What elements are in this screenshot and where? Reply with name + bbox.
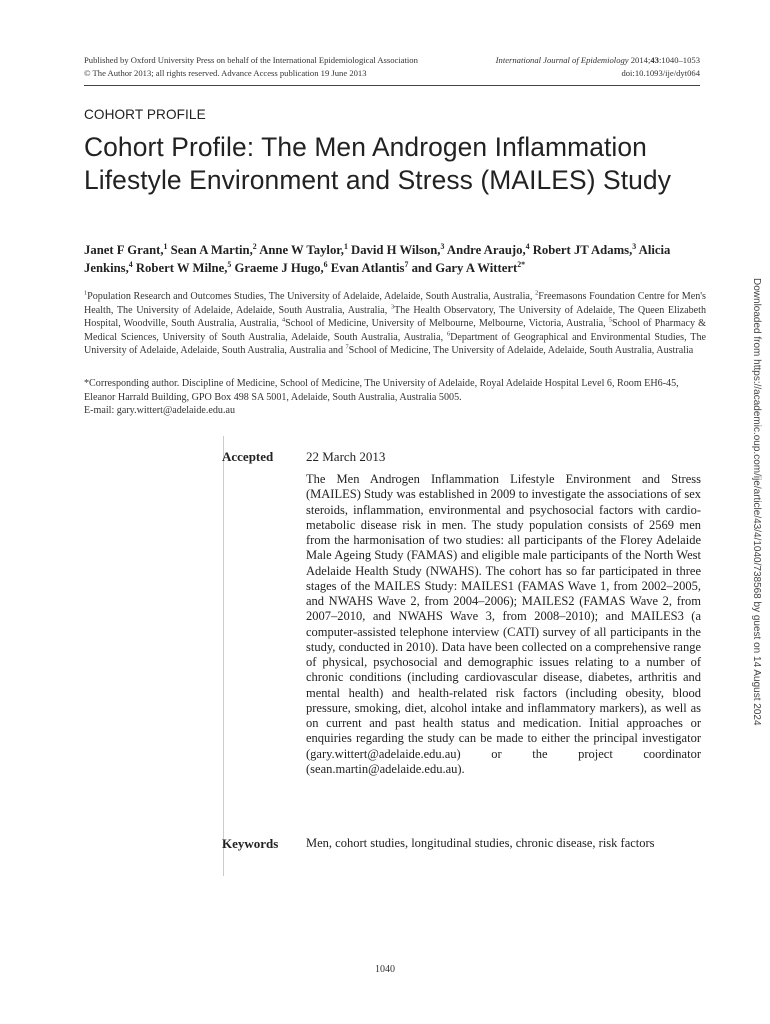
accepted-label: Accepted <box>222 449 274 464</box>
affiliation-text: Freemasons Foundation Centre for Men's Health, The University of Adelaide, Adelaide, South Australia, Australia, <box>84 291 706 316</box>
author-affiliation-marker: 4 <box>525 241 530 251</box>
affiliation-marker: 2 <box>535 289 539 297</box>
keywords-text: Men, cohort studies, longitudinal studies, chronic disease, risk factors <box>306 836 655 850</box>
affiliation-text: The Health Observatory, The University of Adelaide, The Queen Elizabeth Hospital, Woodville, South Australia, Australia, <box>84 304 706 330</box>
author-affiliation-marker: 1 <box>163 241 168 251</box>
affiliation-text: School of Pharmacy & Medical Sciences, University of South Australia, Adelaide, South Australia, Australia, <box>84 318 707 343</box>
journal-line <box>470 54 700 67</box>
publisher-line: Published by Oxford University Press on behalf of the International Epidemiological Association <box>84 55 418 65</box>
affiliation-marker: 1 <box>84 289 88 297</box>
author-affiliation-marker: 1 <box>343 241 348 251</box>
author-name: Robert W Milne, <box>135 260 228 275</box>
journal-name: International Journal of Epidemiology <box>495 55 629 65</box>
journal-volume: 43 <box>650 55 659 65</box>
author-name: and Gary A Wittert <box>411 260 518 275</box>
accepted-date: 22 March 2013 <box>306 449 386 464</box>
author-name: Evan Atlantis <box>330 260 405 275</box>
author-affiliation-marker: 2* <box>517 259 526 269</box>
page-number: 1040 <box>375 964 395 975</box>
affiliation-marker: 6 <box>446 330 451 338</box>
author-affiliation-marker: 4 <box>128 259 133 269</box>
author-name: Janet F Grant, <box>84 243 164 257</box>
doi-link[interactable]: doi:10.1093/ije/dyt064 <box>621 67 700 78</box>
keywords-label: Keywords <box>222 836 279 851</box>
author-affiliation-marker: 3 <box>440 241 445 251</box>
author-name: Sean A Martin, <box>170 243 253 257</box>
affiliation-text: School of Medicine, The University of Adelaide, Adelaide, South Australia, Australia <box>348 345 694 357</box>
affiliations <box>84 290 706 358</box>
author-name: Andre Araujo, <box>446 243 526 257</box>
author-name: David H Wilson, <box>351 243 441 257</box>
affiliation-marker: 5 <box>608 316 612 324</box>
author-name: Anne W Taylor, <box>259 243 344 257</box>
journal-issue: 2014; <box>628 55 651 65</box>
corresponding-email[interactable]: E-mail: gary.wittert@adelaide.edu.au <box>84 405 236 417</box>
journal-citation <box>470 54 700 79</box>
correspondence <box>84 377 706 418</box>
author-affiliation-marker: 7 <box>404 259 409 269</box>
affiliation-marker: 4 <box>282 316 286 324</box>
author-name: Robert JT Adams, <box>532 243 633 257</box>
corresponding-address: *Corresponding author. Discipline of Medicine, School of Medicine, The University of Adelaide, Royal Adelaide Hospital Level 6, Room EH6-45, Eleanor Harrald Building, GPO Box 498 SA 5001, Adelaide, South Australia, Australia 5005. <box>84 378 679 403</box>
author-name: Graeme J Hugo, <box>234 260 324 275</box>
section-label: COHORT PROFILE <box>84 107 206 122</box>
article-title: Cohort Profile: The Men Androgen Inflammation Lifestyle Environment and Stress (MAILES) Study <box>84 132 672 195</box>
affiliation-text: School of Medicine, University of Melbourne, Melbourne, Victoria, Australia, <box>285 318 609 330</box>
download-watermark: Downloaded from https://academic.oup.com/ije/article/43/4/1040/738568 by guest on 14 August 2024 <box>751 278 762 726</box>
author-affiliation-marker: 5 <box>227 259 232 269</box>
author-list <box>84 242 709 277</box>
author-name: Alicia Jenkins, <box>84 243 671 275</box>
publication-info <box>84 54 484 79</box>
author-affiliation-marker: 2 <box>252 241 257 251</box>
affiliation-marker: 3 <box>390 303 395 311</box>
abstract-text: The Men Androgen Inflammation Lifestyle Environment and Stress (MAILES) Study was established in 2009 to investigate the associations of sex steroids, inflammation, environmental and psychosocial factors with cardio-metabolic disease risk in men. The study population consists of 2569 men from the harmonisation of two studies: all participants of the Florey Adelaide Male Ageing Study (FAMAS) and eligible male participants of the North West Adelaide Health Study (NWAHS). The cohort has so far participated in three stages of the MAILES Study: MAILES1 (FAMAS Wave 1, from 2002–2005, and NWAHS Wave 2, from 2004–2006); MAILES2 (FAMAS Wave 2, from 2007–2010, and NWAHS Wave 3, from 2008–2010); and MAILES3 (a computer-assisted telephone interview (CATI) survey of all participants in the study, conducted in 2010). Data have been collected on a comprehensive range of physical, psychosocial and demographic issues relating to a number of chronic conditions (including cardiovascular disease, diabetes, arthritis and mental health) and health-related risk factors (including obesity, blood pressure, smoking, diet, alcohol intake and inflammatory markers), as well as on current and past health status and medication. Initial approaches or enquiries regarding the study can be made to either the principal investigator (gary.wittert@adelaide.edu.au) or the project coordinator (sean.martin@adelaide.edu.au). <box>306 472 701 776</box>
abstract-divider <box>223 436 224 876</box>
affiliation-marker: 7 <box>345 344 349 352</box>
author-affiliation-marker: 3 <box>632 241 637 251</box>
header-divider <box>84 85 700 86</box>
journal-pages: :1040–1053 <box>658 55 700 65</box>
copyright-line: © The Author 2013; all rights reserved. Advance Access publication 19 June 2013 <box>84 67 367 78</box>
affiliation-text: Population Research and Outcomes Studies, The University of Adelaide, Adelaide, South Australia, Australia, <box>87 291 536 302</box>
author-affiliation-marker: 6 <box>323 259 328 269</box>
affiliation-text: Department of Geographical and Environmental Studies, The University of Adelaide, Adelaide, South Australia, Australia and <box>84 331 706 357</box>
